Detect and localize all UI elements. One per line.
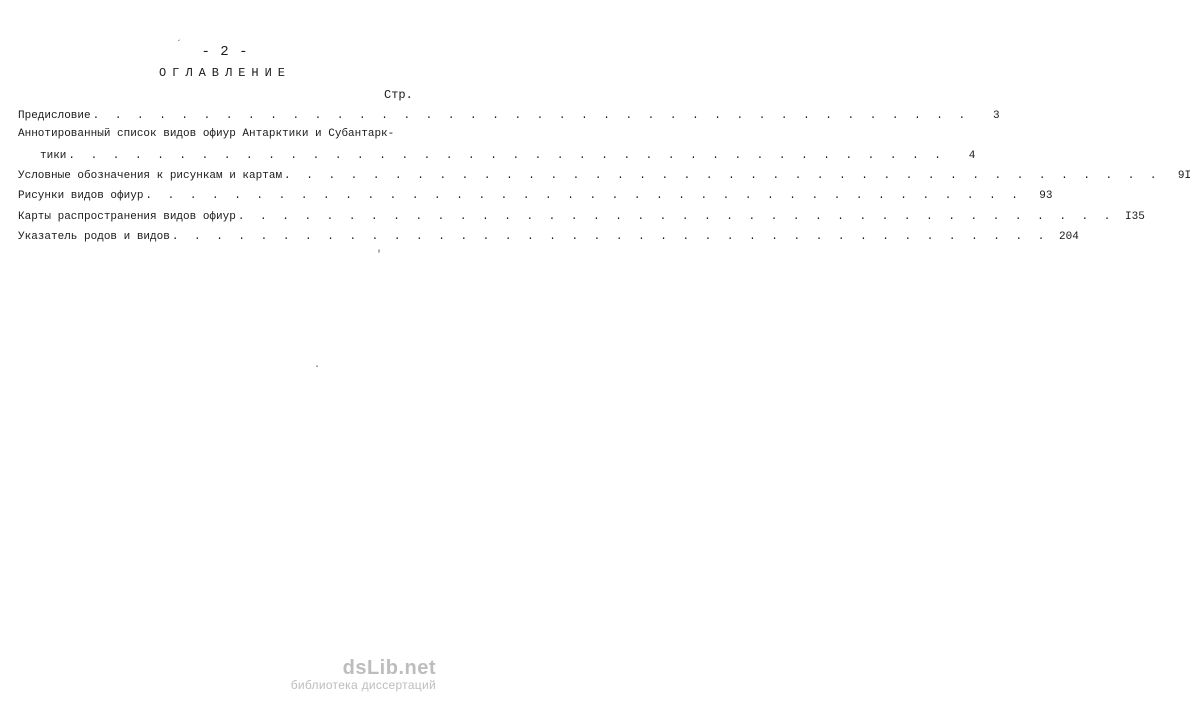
watermark-subtitle: библиотека диссертаций xyxy=(290,678,436,692)
toc-entry-page: 204 xyxy=(1059,231,1079,243)
page-number: - 2 - xyxy=(201,44,249,60)
toc-entry xyxy=(18,190,1053,202)
toc-entry xyxy=(18,231,1079,243)
leader-dots: . . . . . . . . . . . . . . . . . . . . . . . . . . . . . . . . . . . . . . . . xyxy=(145,190,1023,202)
toc-entry xyxy=(18,211,1145,223)
leader-dots: . . . . . . . . . . . . . . . . . . . . . . . . . . . . . . . . . . . . . . . . xyxy=(92,110,970,122)
toc-entry-page: 3 xyxy=(993,110,1000,122)
toc-entry-title: Карты распространения видов офиур xyxy=(18,211,236,223)
pages-column-header: Стр. xyxy=(384,88,413,102)
toc-entry-page: 9I xyxy=(1177,170,1191,182)
toc-entry-title: Указатель родов и видов xyxy=(18,231,170,243)
toc-entry-page: 93 xyxy=(1039,190,1053,202)
leader-dots: . . . . . . . . . . . . . . . . . . . . . . . . . . . . . . . . . . . . . . . . xyxy=(284,170,1162,182)
toc-title: ОГЛАВЛЕНИЕ xyxy=(158,66,291,80)
pen-mark: ´ xyxy=(176,40,183,51)
toc-entry xyxy=(40,150,976,162)
toc-entry-title: Рисунки видов офиур xyxy=(18,190,144,202)
toc-entry-title: Условные обозначения к рисункам и картам xyxy=(18,170,283,182)
toc-entry-page: 4 xyxy=(968,150,976,162)
toc-entry-page: I35 xyxy=(1125,211,1145,223)
toc-entry-title: Аннотированный список видов офиур Антарктики и Субантарк- xyxy=(18,128,395,140)
leader-dots: . . . . . . . . . . . . . . . . . . . . . . . . . . . . . . . . . . . . . . . . xyxy=(68,150,946,162)
watermark xyxy=(291,658,436,692)
watermark-logo: dsLib.net xyxy=(342,657,436,679)
leader-dots: . . . . . . . . . . . . . . . . . . . . . . . . . . . . . . . . . . . . . . . . xyxy=(171,231,1049,243)
leader-dots: . . . . . . . . . . . . . . . . . . . . . . . . . . . . . . . . . . . . . . . . xyxy=(237,211,1115,223)
speck-mark: ' xyxy=(376,250,383,261)
toc-entry xyxy=(18,110,1000,122)
toc-entry-title: Предисловие xyxy=(18,110,91,122)
toc-entry-title-continued: тики xyxy=(40,150,67,162)
speck-mark: · xyxy=(314,362,321,373)
toc-entry xyxy=(18,170,1191,182)
